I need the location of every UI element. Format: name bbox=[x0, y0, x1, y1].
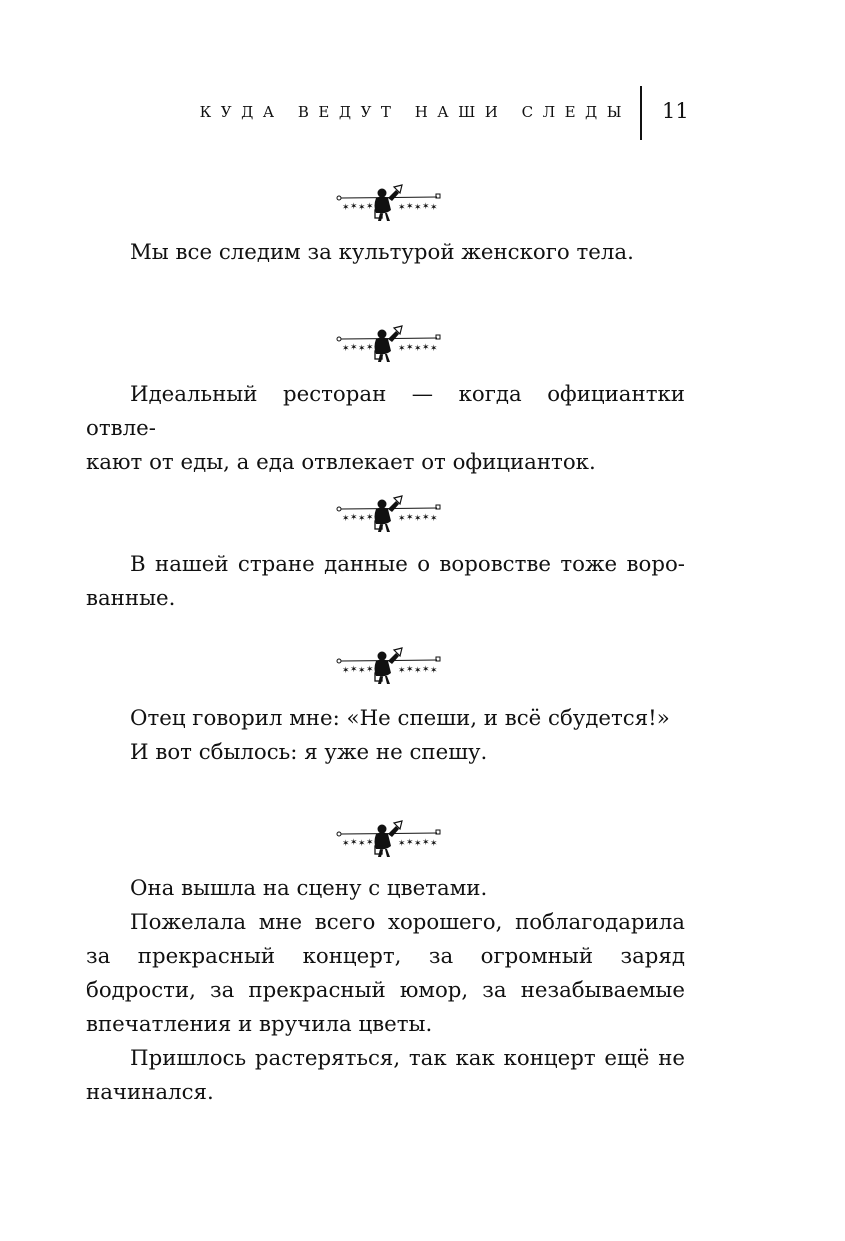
ornament-vignette bbox=[336, 184, 442, 222]
svg-text:✶: ✶ bbox=[422, 838, 430, 848]
svg-text:✶: ✶ bbox=[414, 514, 422, 524]
aphorism-line: ванные. bbox=[86, 586, 176, 611]
svg-text:✶: ✶ bbox=[422, 665, 430, 675]
aphorism-2 bbox=[86, 378, 685, 480]
aphorism-paragraph: И вот сбылось: я уже не спешу. bbox=[130, 740, 488, 765]
ornament-vignette bbox=[336, 495, 442, 533]
jester-with-fan-vignette-icon bbox=[336, 647, 442, 685]
aphorism-paragraph: Она вышла на сцену с цветами. bbox=[130, 876, 488, 901]
svg-text:✶: ✶ bbox=[342, 839, 350, 849]
svg-text:✶: ✶ bbox=[358, 666, 366, 676]
aphorism-line: Идеальный ресторан — когда официантки отвле- bbox=[86, 382, 685, 441]
running-title: КУДА ВЕДУТ НАШИ СЛЕДЫ bbox=[199, 103, 631, 121]
svg-text:✶: ✶ bbox=[430, 839, 438, 849]
aphorism-line: кают от еды, а еда отвлекает от официанток. bbox=[86, 450, 596, 475]
svg-text:✶: ✶ bbox=[350, 343, 358, 353]
svg-text:✶: ✶ bbox=[414, 839, 422, 849]
svg-text:✶: ✶ bbox=[342, 344, 350, 354]
svg-text:✶: ✶ bbox=[406, 202, 414, 212]
svg-text:✶: ✶ bbox=[430, 514, 438, 524]
jester-with-fan-vignette-icon bbox=[336, 184, 442, 222]
svg-text:✶: ✶ bbox=[366, 665, 374, 675]
svg-text:✶: ✶ bbox=[430, 203, 438, 213]
svg-text:✶: ✶ bbox=[406, 513, 414, 523]
svg-text:✶: ✶ bbox=[358, 839, 366, 849]
svg-text:✶: ✶ bbox=[414, 666, 422, 676]
svg-text:✶: ✶ bbox=[398, 344, 406, 354]
svg-text:✶: ✶ bbox=[430, 344, 438, 354]
aphorism-1 bbox=[86, 236, 685, 270]
aphorism-paragraph: Пришлось растеряться, так как концерт ещё не начинался. bbox=[86, 1046, 685, 1105]
aphorism-paragraph: Мы все следим за культурой женского тела. bbox=[130, 240, 634, 265]
jester-with-fan-vignette-icon bbox=[336, 820, 442, 858]
svg-text:✶: ✶ bbox=[406, 343, 414, 353]
svg-text:✶: ✶ bbox=[414, 344, 422, 354]
ornament-vignette bbox=[336, 647, 442, 685]
svg-text:✶: ✶ bbox=[406, 665, 414, 675]
page-header bbox=[0, 98, 845, 140]
jester-with-fan-vignette-icon bbox=[336, 325, 442, 363]
aphorism-4 bbox=[86, 702, 685, 770]
svg-text:✶: ✶ bbox=[366, 513, 374, 523]
svg-text:✶: ✶ bbox=[398, 514, 406, 524]
svg-text:✶: ✶ bbox=[366, 343, 374, 353]
svg-text:✶: ✶ bbox=[398, 839, 406, 849]
svg-text:✶: ✶ bbox=[366, 838, 374, 848]
svg-text:✶: ✶ bbox=[422, 513, 430, 523]
svg-text:✶: ✶ bbox=[350, 838, 358, 848]
jester-with-fan-vignette-icon bbox=[336, 495, 442, 533]
svg-text:✶: ✶ bbox=[398, 203, 406, 213]
aphorism-line: В нашей стране данные о воровстве тоже воро- bbox=[130, 552, 685, 577]
aphorism-paragraph: Пожелала мне всего хорошего, поблагодарила за прекрасный концерт, за огромный заряд бодрости, за прекрасный юмор, за незабываемые впечатления и вручила цветы. bbox=[86, 910, 685, 1037]
svg-text:✶: ✶ bbox=[342, 203, 350, 213]
ornament-vignette bbox=[336, 820, 442, 858]
aphorism-3 bbox=[86, 548, 685, 616]
svg-text:✶: ✶ bbox=[398, 666, 406, 676]
svg-text:✶: ✶ bbox=[414, 203, 422, 213]
aphorism-paragraph: Отец говорил мне: «Не спеши, и всё сбудется!» bbox=[130, 706, 670, 731]
svg-text:✶: ✶ bbox=[366, 202, 374, 212]
svg-text:✶: ✶ bbox=[342, 666, 350, 676]
svg-text:✶: ✶ bbox=[350, 513, 358, 523]
ornament-vignette bbox=[336, 325, 442, 363]
svg-text:✶: ✶ bbox=[358, 514, 366, 524]
svg-text:✶: ✶ bbox=[358, 344, 366, 354]
svg-text:✶: ✶ bbox=[422, 343, 430, 353]
page-number: 11 bbox=[662, 99, 689, 123]
svg-text:✶: ✶ bbox=[350, 665, 358, 675]
aphorism-5 bbox=[86, 872, 685, 1110]
svg-text:✶: ✶ bbox=[358, 203, 366, 213]
svg-text:✶: ✶ bbox=[350, 202, 358, 212]
svg-text:✶: ✶ bbox=[430, 666, 438, 676]
svg-text:✶: ✶ bbox=[342, 514, 350, 524]
svg-text:✶: ✶ bbox=[422, 202, 430, 212]
header-divider bbox=[640, 86, 642, 140]
svg-text:✶: ✶ bbox=[406, 838, 414, 848]
